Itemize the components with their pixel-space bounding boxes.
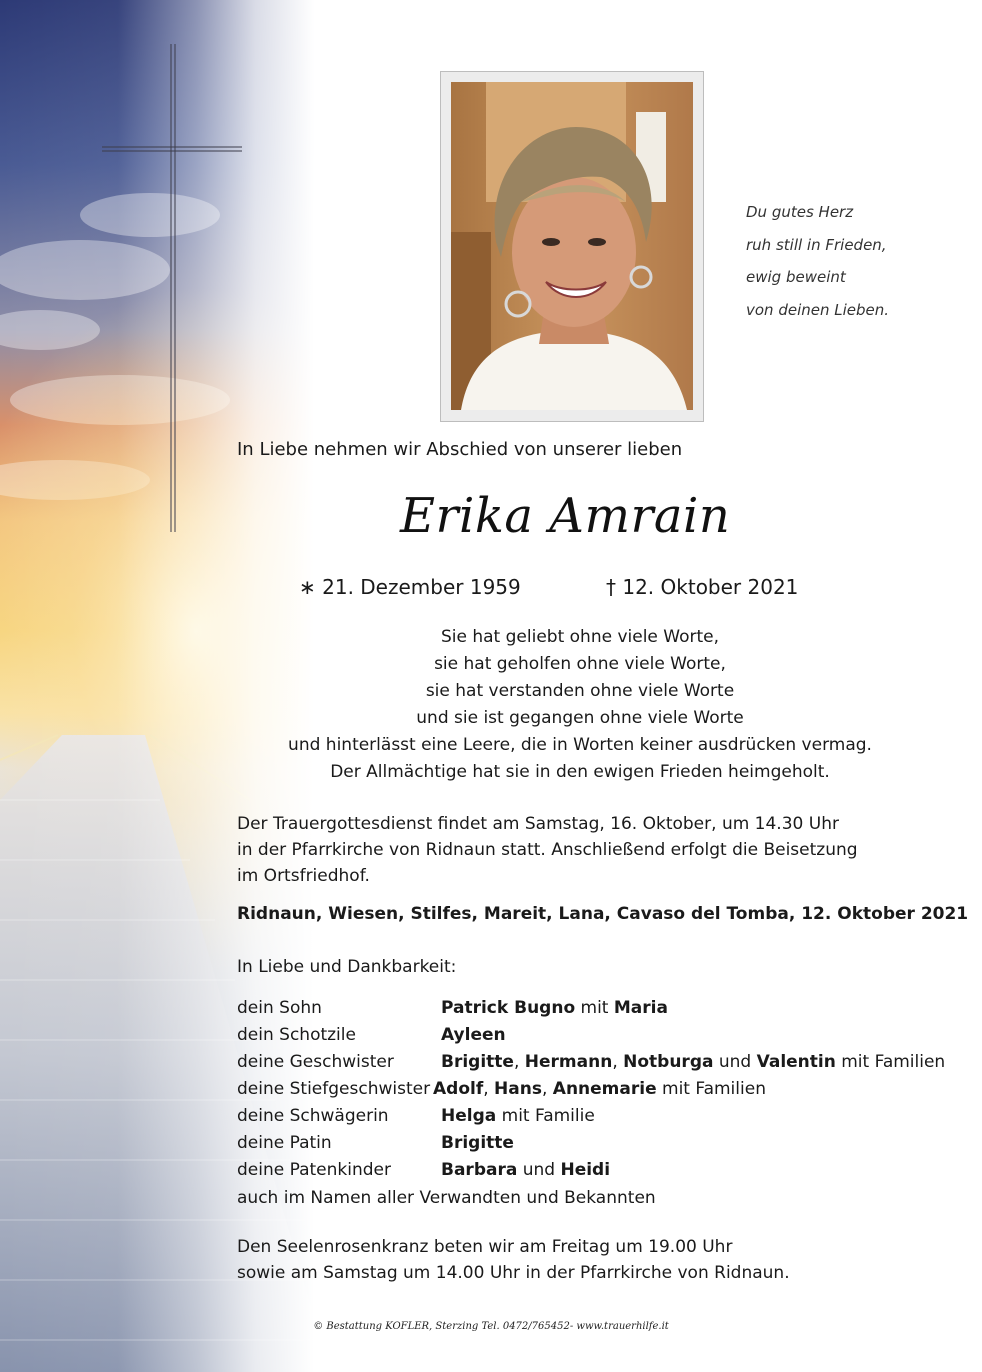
verse-line: ewig beweint — [746, 268, 846, 286]
closing-line: auch im Namen aller Verwandten und Bekannten — [237, 1188, 656, 1208]
mourner-connector: , — [513, 1052, 525, 1072]
mourner-names — [441, 1160, 610, 1180]
mourner-connector: und — [713, 1052, 757, 1072]
mourner-connector: , — [612, 1052, 624, 1072]
funeral-service-info — [237, 811, 858, 889]
mourner-name: Brigitte — [441, 1052, 514, 1072]
poem-line: sie hat geholfen ohne viele Worte, — [434, 654, 726, 674]
service-line: in der Pfarrkirche von Ridnaun statt. Anschließend erfolgt die Beisetzung — [237, 840, 858, 860]
footer-credit: © Bestattung KOFLER, Sterzing Tel. 0472/765452- www.trauerhilfe.it — [313, 1321, 669, 1332]
mourner-name: Heidi — [560, 1160, 611, 1180]
mourner-relation: dein Sohn — [237, 998, 322, 1018]
poem-line: Der Allmächtige hat sie in den ewigen Frieden heimgeholt. — [330, 762, 830, 782]
poem-line: und hinterlässt eine Leere, die in Worten keiner ausdrücken vermag. — [288, 735, 872, 755]
verse-line: ruh still in Frieden, — [746, 235, 887, 254]
mourner-name: Adolf — [433, 1079, 484, 1099]
poem-line: Sie hat geliebt ohne viele Worte, — [440, 627, 720, 647]
mourner-relation: deine Patin — [237, 1133, 332, 1153]
death-date: † 12. Oktober 2021 — [606, 575, 799, 599]
mourner-name: Hans — [494, 1079, 542, 1099]
mourner-name: Annemarie — [552, 1079, 657, 1099]
mourner-name: Patrick Bugno — [441, 998, 576, 1018]
verse-line: von deinen Lieben. — [746, 300, 890, 319]
mourner-names — [441, 1106, 595, 1126]
mourner-connector: , — [483, 1079, 495, 1099]
portrait-frame — [440, 71, 704, 422]
intro-text: In Liebe nehmen wir Abschied von unserer lieben — [237, 439, 683, 460]
service-line: Der Trauergottesdienst findet am Samstag, 16. Oktober, um 14.30 Uhr — [237, 814, 839, 834]
mourner-connector: mit Familien — [656, 1079, 766, 1099]
mourner-name: Helga — [441, 1106, 497, 1126]
rosary-line: Den Seelenrosenkranz beten wir am Freitag um 19.00 Uhr — [237, 1237, 733, 1257]
poem — [230, 624, 930, 786]
mourner-connector: , — [541, 1079, 553, 1099]
mourner-names — [441, 1133, 514, 1153]
mourner-name: Valentin — [756, 1052, 836, 1072]
poem-line: sie hat verstanden ohne viele Worte — [425, 681, 735, 701]
mourner-name: Barbara — [441, 1160, 518, 1180]
mourner-name: Hermann — [524, 1052, 613, 1072]
cross-icon — [100, 44, 245, 534]
mourner-names — [441, 998, 668, 1018]
verse — [746, 196, 956, 326]
mourner-relation: deine Stiefgeschwister — [237, 1079, 431, 1099]
portrait-photo — [451, 82, 693, 410]
mourner-relation: dein Schotzile — [237, 1025, 356, 1045]
mourner-connector: mit Familie — [496, 1106, 595, 1126]
verse-line: Du gutes Herz — [746, 203, 854, 221]
poem-line: und sie ist gegangen ohne viele Worte — [416, 708, 744, 728]
mourner-name: Ayleen — [441, 1025, 506, 1045]
mourner-name: Brigitte — [441, 1133, 514, 1153]
mourner-relation: deine Geschwister — [237, 1052, 394, 1072]
thanks-heading: In Liebe und Dankbarkeit: — [237, 957, 457, 977]
mourner-relation: deine Patenkinder — [237, 1160, 391, 1180]
place-and-date: Ridnaun, Wiesen, Stilfes, Mareit, Lana, Cavaso del Tomba, 12. Oktober 2021 — [237, 904, 969, 924]
mourner-name: Notburga — [623, 1052, 714, 1072]
mourner-names — [433, 1079, 766, 1099]
mourner-relation: deine Schwägerin — [237, 1106, 389, 1126]
mourner-names — [441, 1025, 506, 1045]
mourner-connector: mit — [575, 998, 614, 1018]
birth-date: ∗ 21. Dezember 1959 — [299, 575, 521, 599]
service-line: im Ortsfriedhof. — [237, 866, 370, 886]
mourner-connector: mit Familien — [835, 1052, 946, 1072]
mourner-connector: und — [517, 1160, 561, 1180]
deceased-name: Erika Amrain — [400, 488, 731, 544]
mourner-names — [441, 1052, 945, 1072]
rosary-line: sowie am Samstag um 14.00 Uhr in der Pfarrkirche von Ridnaun. — [237, 1263, 790, 1283]
mourner-name: Maria — [613, 998, 668, 1018]
rosary-info — [237, 1234, 790, 1286]
